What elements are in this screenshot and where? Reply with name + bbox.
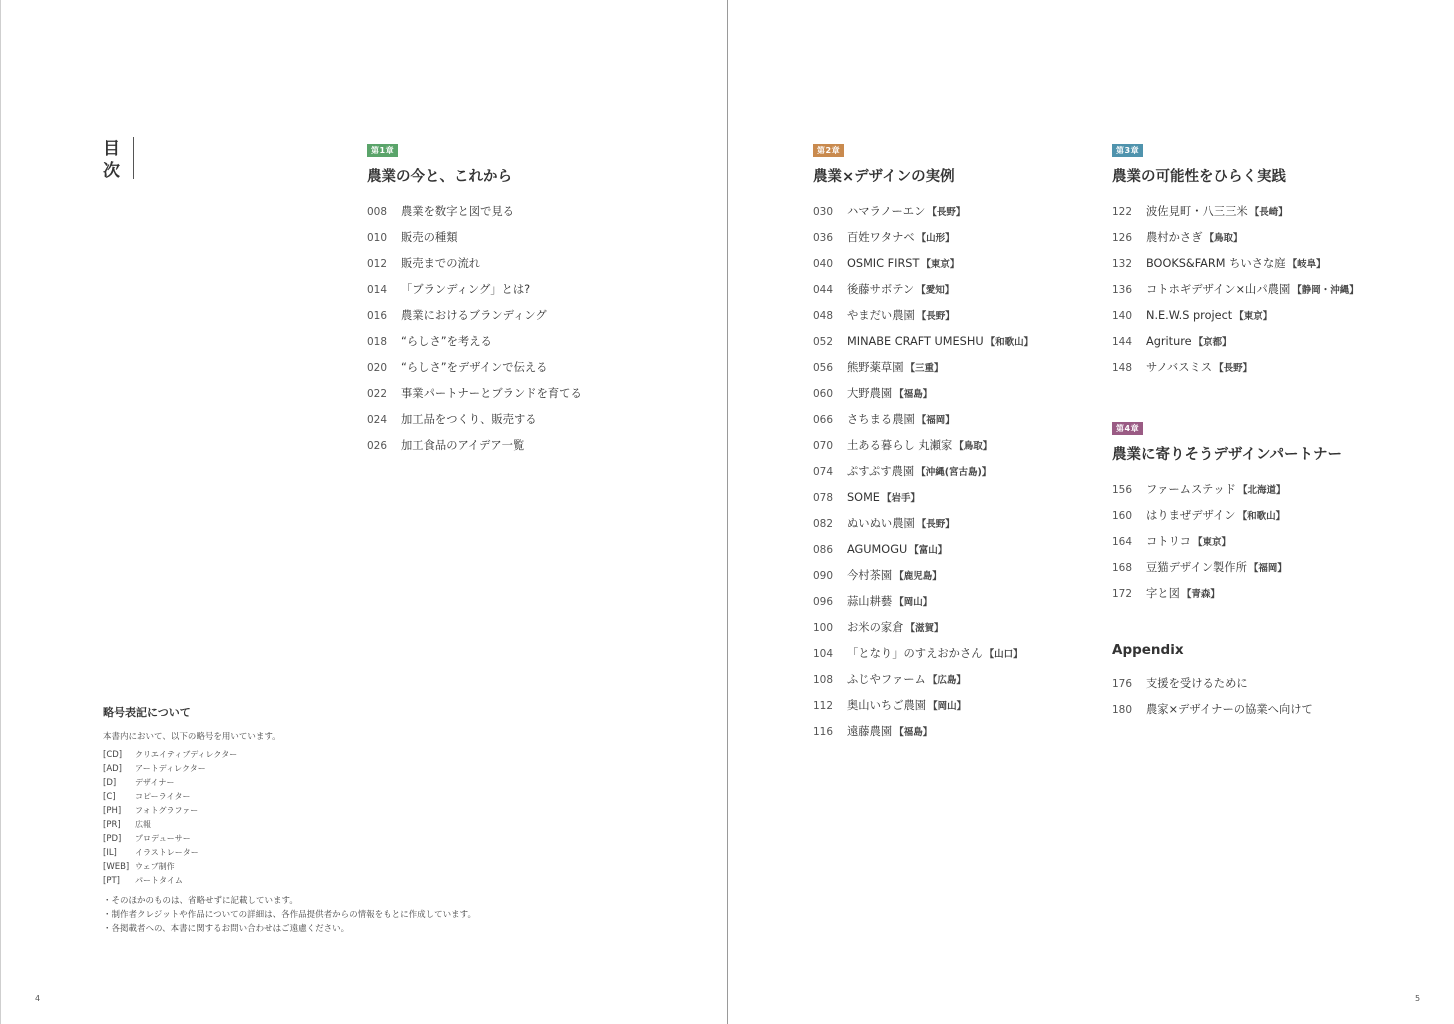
entry-title: 農村かさぎ — [1146, 231, 1203, 244]
entry-title: コトリコ — [1146, 535, 1191, 548]
page-edge — [0, 0, 1, 1024]
toc-entry — [367, 202, 584, 228]
toc-entry — [813, 462, 1033, 488]
toc-entry — [1112, 674, 1315, 700]
toc-entry — [813, 566, 1033, 592]
chapter-title: 農業に寄りそうデザインパートナー — [1112, 447, 1342, 463]
entry-title: ファームステッド — [1146, 483, 1236, 496]
entry-title: 販売までの流れ — [401, 257, 481, 270]
entry-page-number: 082 — [813, 518, 834, 530]
abbreviation-code: [PT] — [103, 876, 120, 886]
entry-title: 百姓ワタナベ — [847, 231, 915, 244]
entry-list — [813, 202, 1033, 748]
abbreviation-row — [103, 776, 523, 790]
entry-page-number: 172 — [1112, 588, 1133, 600]
entry-list — [1112, 674, 1315, 726]
toc-entry — [367, 228, 584, 254]
entry-title: 支援を受けるために — [1146, 677, 1248, 690]
entry-page-number: 148 — [1112, 362, 1133, 374]
abbreviation-code: [AD] — [103, 764, 122, 774]
entry-page-number: 044 — [813, 284, 834, 296]
entry-list — [367, 202, 584, 462]
toc-entry — [367, 358, 584, 384]
abbreviation-meaning: ウェブ制作 — [135, 862, 175, 871]
entry-page-number: 036 — [813, 232, 834, 244]
entry-title: ふじやファーム — [847, 673, 926, 686]
entry-page-number: 026 — [367, 440, 388, 452]
entry-page-number: 122 — [1112, 206, 1133, 218]
appendix — [1112, 642, 1315, 726]
toc-entry — [813, 384, 1033, 410]
toc-entry — [1112, 506, 1342, 532]
entry-region: 【北海道】 — [1237, 485, 1286, 496]
toc-entry — [1112, 280, 1359, 306]
abbreviation-row — [103, 818, 523, 832]
entry-title: 豆猫デザイン製作所 — [1146, 561, 1247, 574]
entry-title: 販売の種類 — [401, 231, 458, 244]
toc-entry — [367, 280, 584, 306]
entry-region: 【東京】 — [921, 259, 960, 270]
entry-title: さちまる農園 — [847, 413, 915, 426]
notes-intro: 本書内において、以下の略号を用いています。 — [103, 732, 281, 742]
entry-region: 【滋賀】 — [905, 623, 944, 634]
abbreviation-meaning: イラストレーター — [135, 848, 199, 857]
entry-page-number: 008 — [367, 206, 388, 218]
entry-page-number: 096 — [813, 596, 834, 608]
entry-page-number: 048 — [813, 310, 834, 322]
entry-page-number: 136 — [1112, 284, 1133, 296]
toc-title — [103, 138, 133, 182]
chapter-2 — [813, 138, 1033, 748]
appendix-title: Appendix — [1112, 642, 1184, 658]
toc-entry — [367, 384, 584, 410]
page-number-left: 4 — [35, 994, 41, 1003]
entry-title: やまだい農園 — [847, 309, 915, 322]
entry-page-number: 086 — [813, 544, 834, 556]
abbreviation-row — [103, 762, 523, 776]
abbreviation-row — [103, 804, 523, 818]
toc-entry — [813, 358, 1033, 384]
entry-region: 【長野】 — [1214, 363, 1253, 374]
abbreviation-code: [PR] — [103, 820, 121, 830]
toc-entry — [1112, 228, 1359, 254]
entry-region: 【長野】 — [927, 207, 966, 218]
abbreviation-row — [103, 860, 523, 874]
entry-title: 字と図 — [1146, 587, 1180, 600]
entry-title: サノバスミス — [1146, 361, 1213, 374]
abbreviation-meaning: 広報 — [135, 820, 151, 829]
entry-title: ぬいぬい農園 — [847, 517, 915, 530]
entry-page-number: 100 — [813, 622, 834, 634]
abbreviation-meaning: デザイナー — [135, 778, 175, 787]
entry-region: 【山口】 — [984, 649, 1023, 660]
toc-entry — [367, 436, 584, 462]
toc-entry — [813, 228, 1033, 254]
chapter-title: 農業×デザインの実例 — [813, 169, 955, 185]
toc-title-char: 次 — [103, 161, 120, 181]
toc-entry — [813, 254, 1033, 280]
abbreviation-row — [103, 748, 523, 762]
toc-entry — [813, 202, 1033, 228]
entry-region: 【東京】 — [1234, 311, 1273, 322]
entry-region: 【長野】 — [916, 311, 955, 322]
entry-page-number: 012 — [367, 258, 388, 270]
entry-page-number: 108 — [813, 674, 834, 686]
toc-entry — [1112, 202, 1359, 228]
entry-region: 【富山】 — [909, 545, 948, 556]
page-gutter — [727, 0, 728, 1024]
entry-region: 【沖縄(宮古島)】 — [916, 467, 992, 478]
note-bullet: ・制作者クレジットや作品についての詳細は、各作品提供者からの情報をもとに作成しています。 — [103, 910, 476, 920]
toc-entry — [1112, 306, 1359, 332]
entry-region: 【広島】 — [927, 675, 966, 686]
abbreviation-meaning: クリエイティブディレクター — [135, 750, 238, 759]
chapter-badge: 第4章 — [1112, 422, 1143, 435]
entry-page-number: 176 — [1112, 678, 1133, 690]
entry-title: 事業パートナーとブランドを育てる — [401, 387, 582, 400]
entry-title: BOOKS&FARM ちいさな庭 — [1146, 257, 1286, 270]
entry-title: 土ある暮らし 丸瀬家 — [847, 439, 953, 452]
entry-title: ハマラノーエン — [847, 205, 926, 218]
entry-region: 【岡山】 — [928, 701, 967, 712]
entry-page-number: 060 — [813, 388, 834, 400]
entry-title: 農業を数字と図で見る — [401, 205, 514, 218]
entry-title: 「となり」のすえおかさん — [847, 647, 983, 660]
toc-entry — [813, 410, 1033, 436]
toc-entry — [1112, 254, 1359, 280]
abbreviation-code: [CD] — [103, 750, 123, 760]
entry-title: はりまぜデザイン — [1146, 509, 1236, 522]
entry-page-number: 168 — [1112, 562, 1133, 574]
toc-entry — [367, 332, 584, 358]
entry-title: 後藤サボテン — [847, 283, 915, 296]
entry-list — [1112, 202, 1359, 384]
toc-entry — [1112, 700, 1315, 726]
entry-region: 【福島】 — [894, 389, 933, 400]
entry-page-number: 040 — [813, 258, 834, 270]
entry-page-number: 056 — [813, 362, 834, 374]
entry-region: 【東京】 — [1192, 537, 1231, 548]
entry-region: 【鹿児島】 — [894, 571, 942, 582]
abbreviation-meaning: アートディレクター — [135, 764, 206, 773]
entry-page-number: 132 — [1112, 258, 1133, 270]
entry-title: 蒜山耕藝 — [847, 595, 893, 608]
entry-region: 【三重】 — [905, 363, 944, 374]
entry-region: 【山形】 — [916, 233, 955, 244]
entry-title: 「ブランディング」とは? — [401, 283, 531, 296]
entry-page-number: 020 — [367, 362, 388, 374]
toc-title-char: 目 — [103, 139, 120, 159]
entry-region: 【和歌山】 — [985, 337, 1034, 348]
toc-entry — [813, 696, 1033, 722]
abbreviation-meaning: プロデューサー — [135, 834, 191, 843]
abbreviation-meaning: パートタイム — [135, 876, 183, 885]
entry-region: 【岩手】 — [881, 493, 920, 504]
entry-page-number: 024 — [367, 414, 388, 426]
abbreviation-code: [PH] — [103, 806, 122, 816]
entry-page-number: 180 — [1112, 704, 1133, 716]
abbreviation-meaning: コピーライター — [135, 792, 191, 801]
entry-title: MINABE CRAFT UMESHU — [847, 335, 984, 348]
toc-entry — [1112, 584, 1342, 610]
entry-title: 今村茶園 — [847, 569, 893, 582]
toc-entry — [813, 618, 1033, 644]
entry-region: 【鳥取】 — [954, 441, 993, 452]
abbreviation-notes — [103, 704, 523, 936]
entry-page-number: 164 — [1112, 536, 1133, 548]
abbreviation-meaning: フォトグラファー — [135, 806, 199, 815]
entry-title: お米の家倉 — [847, 621, 904, 634]
chapter-4 — [1112, 416, 1342, 610]
entry-page-number: 160 — [1112, 510, 1133, 522]
entry-page-number: 078 — [813, 492, 834, 504]
entry-page-number: 112 — [813, 700, 834, 712]
chapter-3 — [1112, 138, 1359, 384]
entry-page-number: 016 — [367, 310, 388, 322]
notes-title: 略号表記について — [103, 706, 191, 719]
entry-page-number: 144 — [1112, 336, 1133, 348]
entry-page-number: 090 — [813, 570, 834, 582]
entry-page-number: 074 — [813, 466, 834, 478]
entry-title: “らしさ”をデザインで伝える — [401, 361, 548, 374]
abbreviation-row — [103, 874, 523, 888]
note-bullet: ・各掲載者への、本書に関するお問い合わせはご遠慮ください。 — [103, 924, 350, 934]
chapter-badge: 第1章 — [367, 144, 398, 157]
entry-title: 奥山いちご農園 — [847, 699, 927, 712]
abbreviation-code: [WEB] — [103, 862, 130, 872]
entry-title: 熊野薬草園 — [847, 361, 904, 374]
entry-page-number: 010 — [367, 232, 388, 244]
toc-entry — [1112, 480, 1342, 506]
chapter-1 — [367, 138, 584, 462]
chapter-badge: 第3章 — [1112, 144, 1143, 157]
entry-title: 加工食品のアイデア一覧 — [401, 439, 525, 452]
toc-entry — [813, 488, 1033, 514]
entry-title: 波佐見町・八三三米 — [1146, 205, 1248, 218]
notes-bullets — [103, 894, 523, 936]
entry-title: 遠藤農園 — [847, 725, 893, 738]
abbreviation-code: [IL] — [103, 848, 117, 858]
toc-entry — [813, 670, 1033, 696]
entry-title: コトホギデザイン×山パ農園 — [1146, 283, 1291, 296]
abbreviation-code: [PD] — [103, 834, 122, 844]
entry-region: 【長崎】 — [1249, 207, 1288, 218]
toc-entry — [367, 254, 584, 280]
page-number-right: 5 — [1415, 994, 1421, 1003]
toc-entry — [813, 436, 1033, 462]
abbreviation-code: [D] — [103, 778, 117, 788]
entry-region: 【長野】 — [916, 519, 955, 530]
toc-entry — [1112, 358, 1359, 384]
abbreviation-row — [103, 790, 523, 804]
entry-title: ぷすぷす農園 — [847, 465, 915, 478]
abbreviation-row — [103, 832, 523, 846]
note-bullet: ・そのほかのものは、省略せずに記載しています。 — [103, 896, 298, 906]
toc-entry — [1112, 532, 1342, 558]
chapter-title: 農業の今と、これから — [367, 169, 512, 185]
entry-title: 大野農園 — [847, 387, 893, 400]
entry-page-number: 066 — [813, 414, 834, 426]
entry-page-number: 018 — [367, 336, 388, 348]
entry-title: N.E.W.S project — [1146, 309, 1233, 322]
entry-page-number: 156 — [1112, 484, 1133, 496]
entry-page-number: 030 — [813, 206, 834, 218]
entry-region: 【京都】 — [1193, 337, 1232, 348]
entry-title: 農業におけるブランディング — [401, 309, 547, 322]
entry-region: 【福岡】 — [916, 415, 955, 426]
abbreviation-list — [103, 748, 523, 888]
entry-region: 【愛知】 — [916, 285, 955, 296]
entry-page-number: 052 — [813, 336, 834, 348]
toc-entry — [813, 644, 1033, 670]
entry-region: 【福島】 — [894, 727, 933, 738]
abbreviation-code: [C] — [103, 792, 116, 802]
entry-region: 【鳥取】 — [1204, 233, 1243, 244]
abbreviation-row — [103, 846, 523, 860]
entry-page-number: 140 — [1112, 310, 1133, 322]
toc-title-rule — [133, 137, 134, 179]
entry-region: 【岐阜】 — [1287, 259, 1326, 270]
toc-entry — [813, 514, 1033, 540]
toc-entry — [1112, 558, 1342, 584]
entry-region: 【静岡・沖縄】 — [1292, 285, 1359, 296]
toc-entry — [813, 722, 1033, 748]
toc-entry — [813, 592, 1033, 618]
toc-entry — [813, 306, 1033, 332]
toc-entry — [367, 410, 584, 436]
toc-entry — [813, 280, 1033, 306]
chapter-badge: 第2章 — [813, 144, 844, 157]
chapter-title: 農業の可能性をひらく実践 — [1112, 169, 1286, 185]
entry-region: 【和歌山】 — [1237, 511, 1286, 522]
entry-title: “らしさ”を考える — [401, 335, 492, 348]
entry-page-number: 014 — [367, 284, 388, 296]
toc-entry — [1112, 332, 1359, 358]
entry-page-number: 070 — [813, 440, 834, 452]
entry-title: SOME — [847, 491, 880, 504]
entry-page-number: 104 — [813, 648, 834, 660]
entry-page-number: 022 — [367, 388, 388, 400]
entry-region: 【岡山】 — [894, 597, 933, 608]
toc-entry — [367, 306, 584, 332]
entry-title: Agriture — [1146, 335, 1192, 348]
entry-list — [1112, 480, 1342, 610]
entry-page-number: 116 — [813, 726, 834, 738]
toc-entry — [813, 332, 1033, 358]
entry-title: AGUMOGU — [847, 543, 908, 556]
entry-title: OSMIC FIRST — [847, 257, 920, 270]
entry-title: 農家×デザイナーの協業へ向けて — [1146, 703, 1313, 716]
entry-region: 【福岡】 — [1248, 563, 1287, 574]
entry-page-number: 126 — [1112, 232, 1133, 244]
entry-region: 【青森】 — [1181, 589, 1220, 600]
toc-entry — [813, 540, 1033, 566]
entry-title: 加工品をつくり、販売する — [401, 413, 537, 426]
